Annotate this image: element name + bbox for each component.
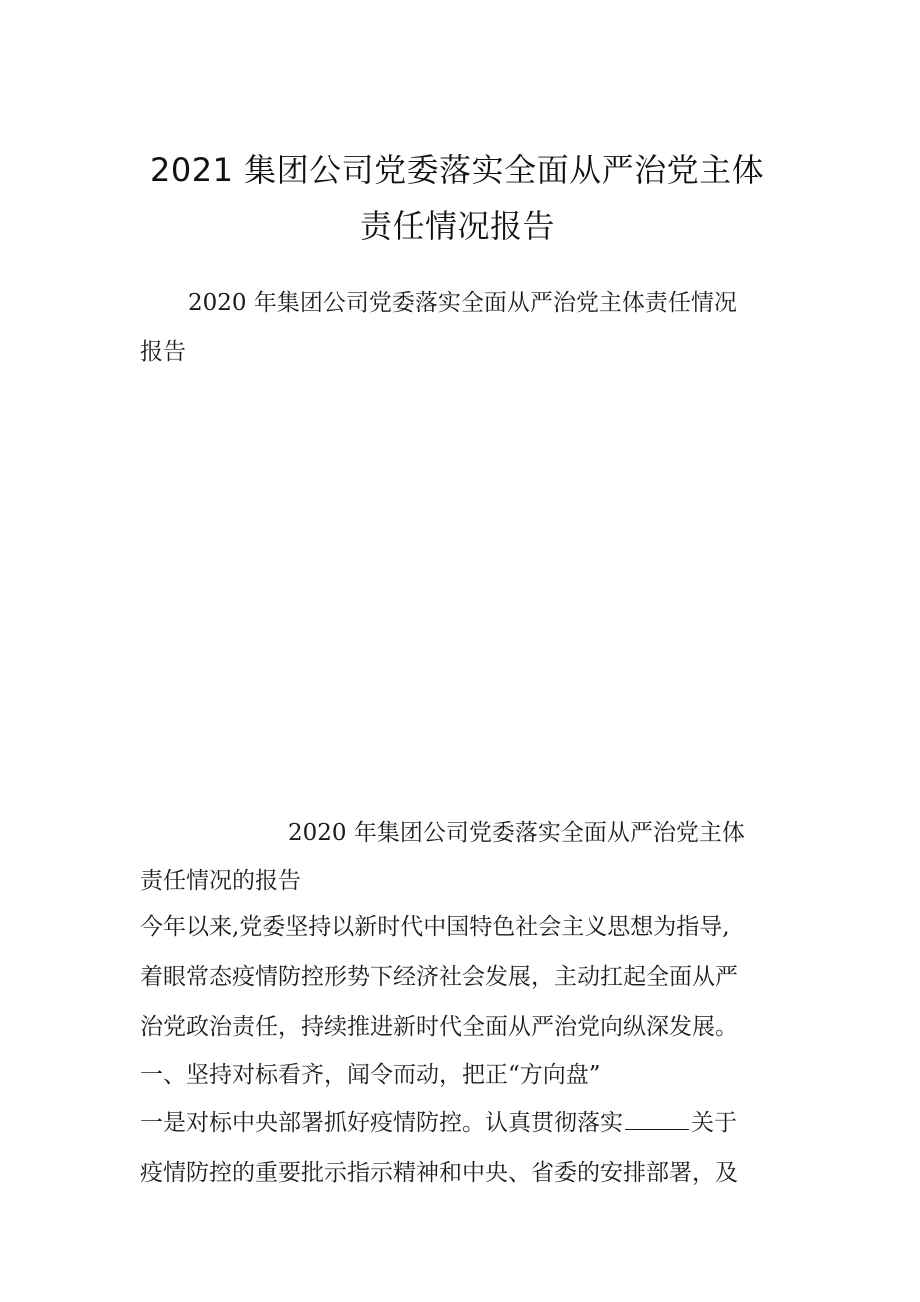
document-title-line-1: 2021 集团公司党委落实全面从严治党主体 [150,151,765,189]
paragraph-2-line-1-tail: 关于 [691,1110,737,1136]
fill-in-blank [625,1109,689,1130]
paragraph-1-line-2: 着眼常态疫情防控形势下经济社会发展，主动扛起全面从严 [140,964,738,990]
paragraph-2-line-2: 疫情防控的重要批示指示精神和中央、省委的安排部署，及 [140,1160,738,1186]
section-1-heading: 一、坚持对标看齐，闻令而动，把正“方向盘” [140,1062,601,1088]
paragraph-2-line-1-text: 一是对标中央部署抓好疫情防控。认真贯彻落实 [140,1110,623,1136]
paragraph-1-line-3: 治党政治责任，持续推进新时代全面从严治党向纵深发展。 [140,1014,738,1040]
paragraph-1-line-1: 今年以来,党委坚持以新时代中国特色社会主义思想为指导, [140,914,730,940]
intro-line-1: 2020 年集团公司党委落实全面从严治党主体责任情况 [188,290,737,316]
document-title-line-2: 责任情况报告 [360,207,556,245]
paragraph-2-line-1 [140,1108,737,1138]
report-heading-line-1: 2020 年集团公司党委落实全面从严治党主体 [288,820,745,846]
intro-line-2: 报告 [140,339,186,365]
report-heading-line-2: 责任情况的报告 [140,868,301,894]
